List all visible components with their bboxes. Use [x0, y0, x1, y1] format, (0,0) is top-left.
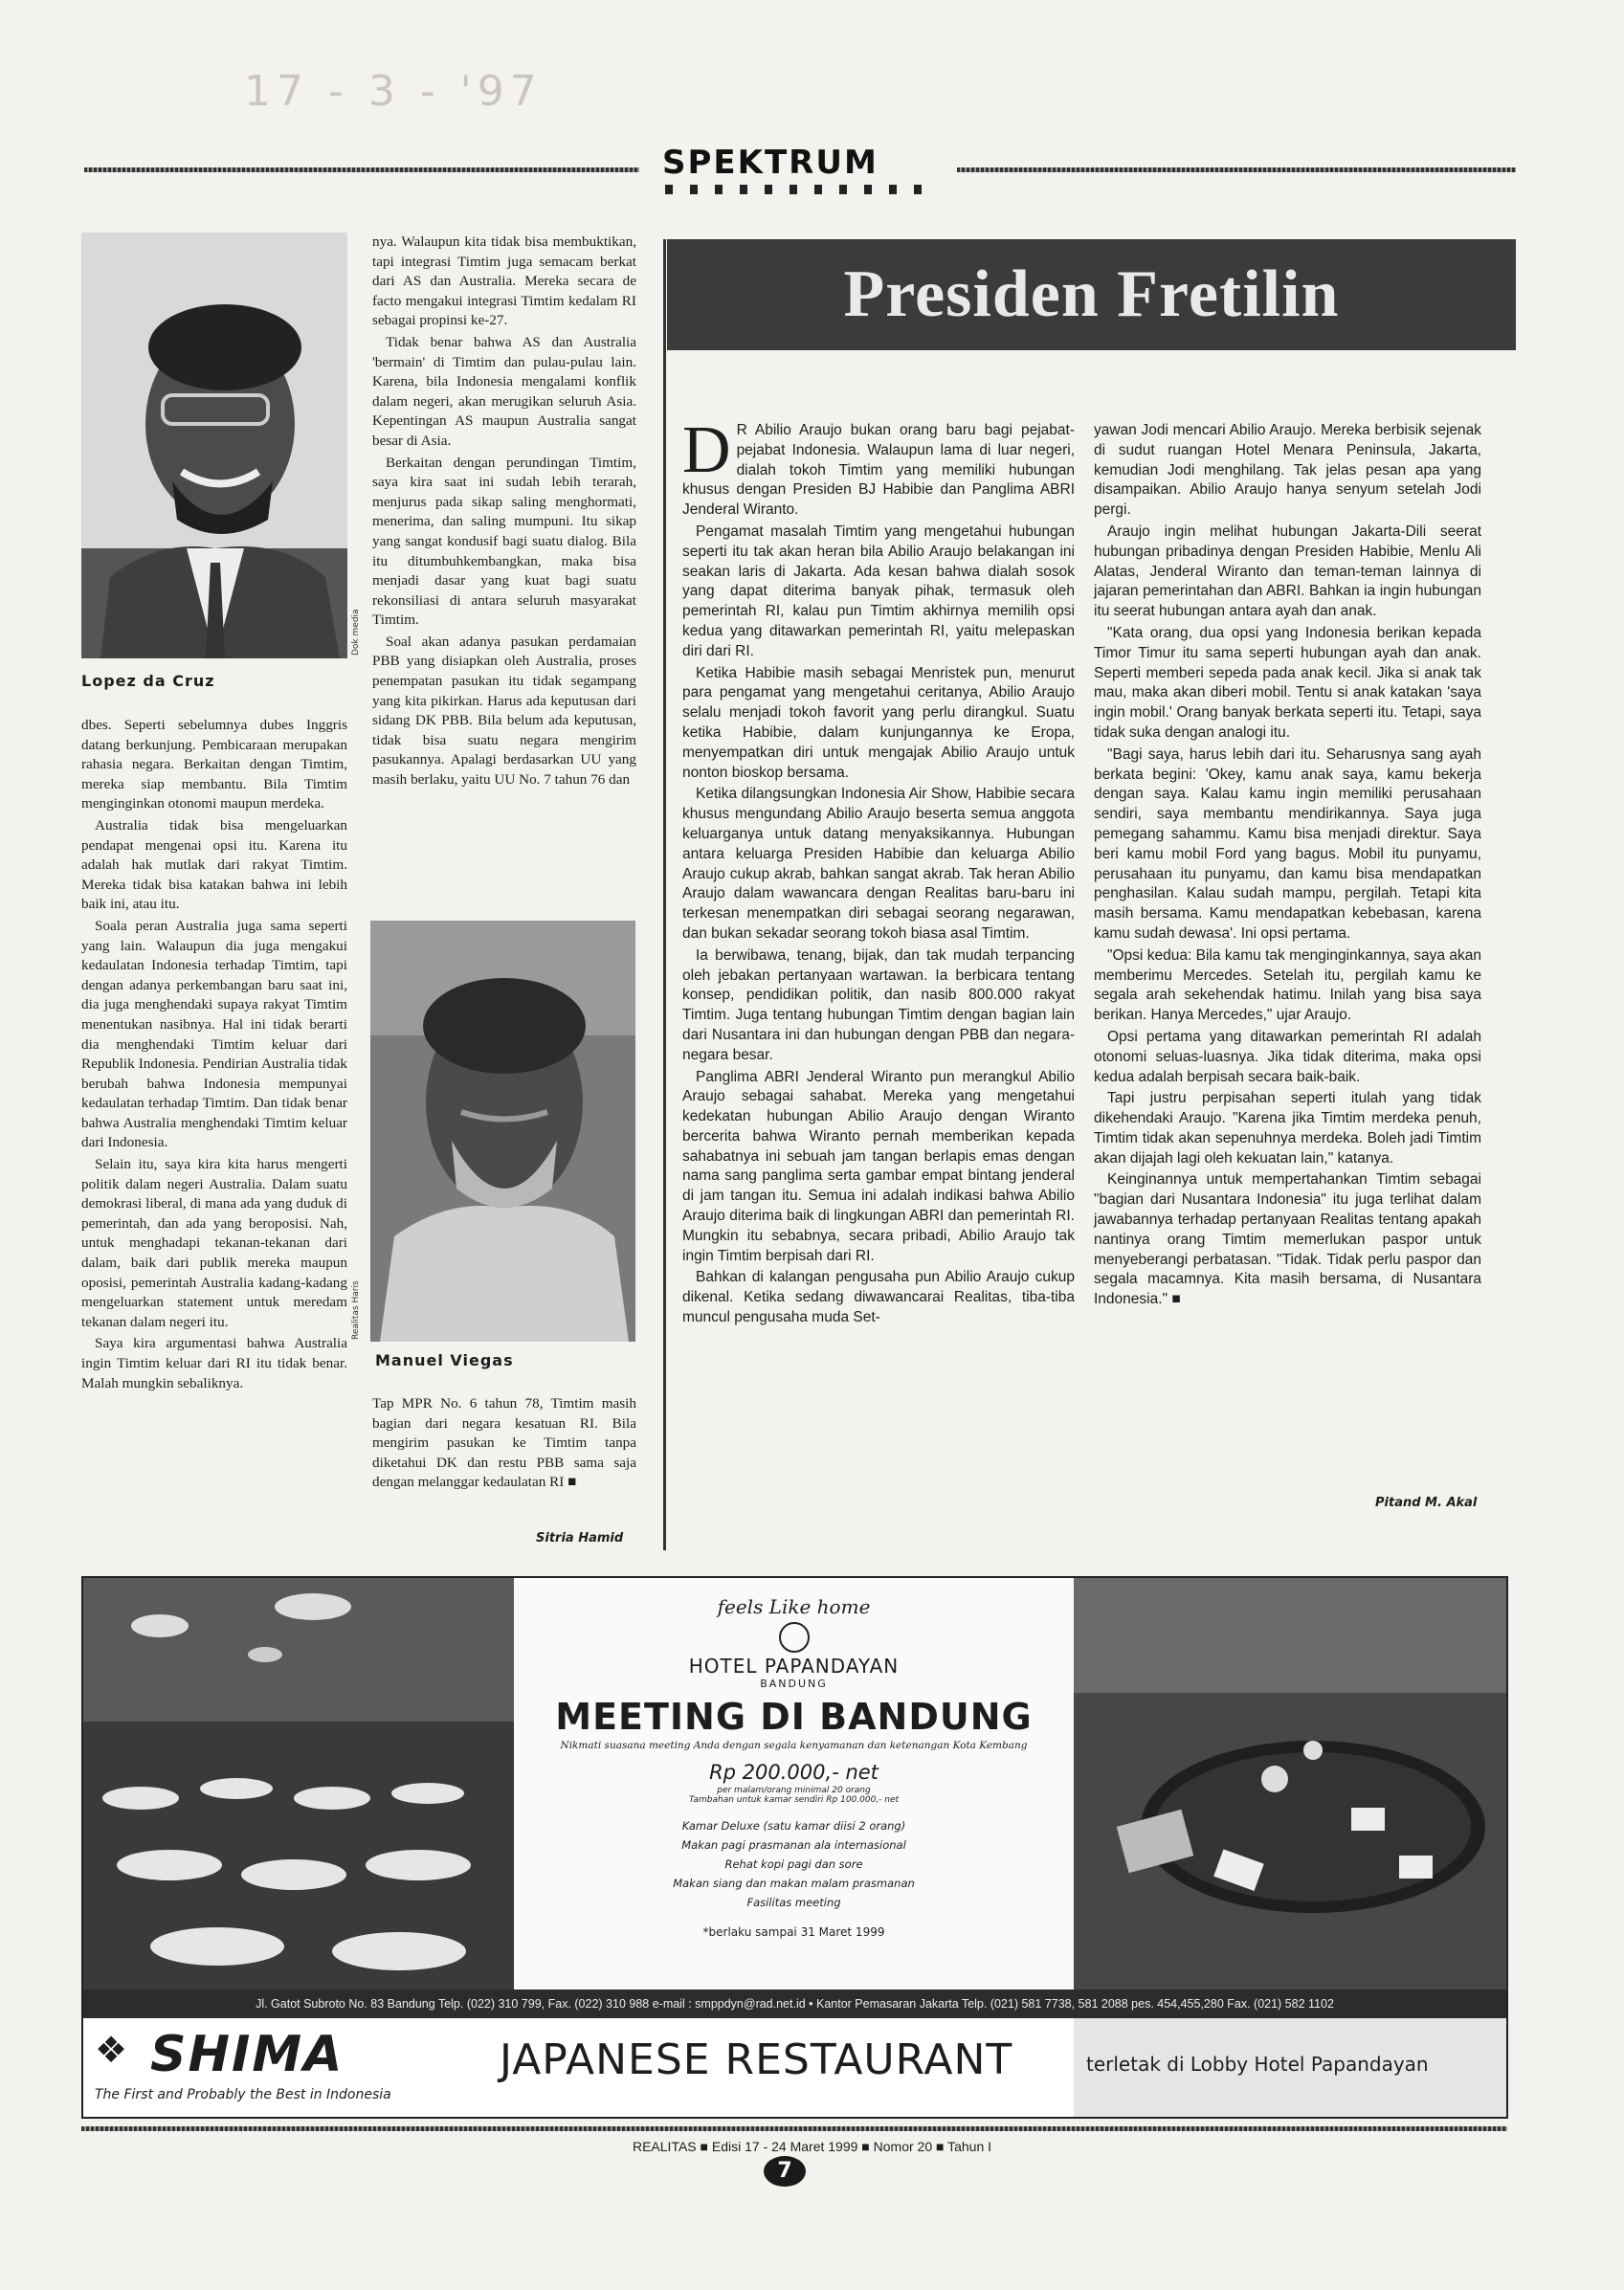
shima-type: JAPANESE RESTAURANT: [500, 2035, 1013, 2084]
right-col1-lead: R Abilio Araujo bukan orang baru bagi pejabat-pejabat Indonesia. Walaupun lama di luar negeri, dialah tokoh Timtim yang memiliki hubungan khusus dengan Presiden BJ Habibie dan Panglima ABRI Jenderal Wiranto.: [682, 422, 1075, 519]
ad-city: BANDUNG: [760, 1678, 828, 1690]
hotel-emblem-icon: [779, 1622, 810, 1653]
section-title: SPEKTRUM: [662, 144, 879, 182]
left-col2-paragraph: Tidak benar bahwa AS dan Australia 'bermain' di Timtim dan pulau-pulau lain. Karena, bila Indonesia mengalami konflik dalam negeri, akan merugikan seluruh Asia. Kepentingan AS maupun Australia sangat besar di Asia.: [372, 333, 636, 449]
right-col2-paragraph: Opsi pertama yang ditawarkan pemerintah RI adalah otonomi seluas-luasnya. Jika tidak diterima, maka opsi kedua adalah berpisah secara baik-baik.: [1094, 1028, 1481, 1085]
photo1-caption: Lopez da Cruz: [81, 672, 215, 690]
ad-feature: Makan siang dan makan malam prasmanan: [673, 1877, 915, 1890]
right-col2-paragraph: "Kata orang, dua opsi yang Indonesia berikan kepada Timor Timur itu sama seperti hubungan ayah dan anak. Seperti memberi sepeda pada anak kecil. Jika si anak tak mau, maka akan diberi mobil. Tentu si anak katakan 'saya ingin mobil.' Orang banyak berkata seperti itu. Tetapi, saya tidak suka dengan analogi itu.: [1094, 624, 1481, 741]
ad-feature: Makan pagi prasmanan ala internasional: [681, 1838, 906, 1852]
hotel-advert-text: [514, 1578, 1074, 1990]
shima-advert: [83, 2018, 1506, 2117]
photo2-caption: Manuel Viegas: [375, 1351, 514, 1369]
left-byline: Sitria Hamid: [536, 1531, 624, 1545]
shima-location: terletak di Lobby Hotel Papandayan: [1086, 2053, 1429, 2076]
right-col2-paragraph: "Bagi saya, harus lebih dari itu. Seharusnya sang ayah berkata begini: 'Okey, kamu anak saya, kamu bekerja dengan saya. Kalau kamu ingin memiliki perusahaan sendiri, saya membantu mendirikannya. Saya juga pemegang sahammu. Kamu bisa menjadi direktur. Saya beri kamu mobil Ford yang bagus. Mobil itu punyamu, perusahaan itu punyamu, dan kamu bisa mendapatkan penghasilan. Kalau sudah mampu, pergilah. Tetapi kita masih bersama. Kamu mendapatkan kebebasan, karena kamu sudah dewasa'. Ini opsi pertama.: [1094, 745, 1481, 942]
left-col2-paragraph: nya. Walaupun kita tidak bisa membuktikan, tapi integrasi Timtim juga semacam berkat dari AS dan Australia. Mereka secara de facto mengakui integrasi Timtim kedalam RI sebagai propinsi ke-27.: [372, 233, 636, 329]
ad-tagline: feels Like home: [717, 1595, 871, 1618]
dropcap: D: [682, 413, 731, 487]
photo2-credit: Realitas Haris: [351, 1280, 361, 1340]
right-col1-paragraph: Ketika dilangsungkan Indonesia Air Show, Habibie secara khusus mengundang Abilio Araujo beserta semua anggota keluarganya untuk datang menyaksikannya. Hubungan antara keluarga Presiden Habibie dan keluarga Abilio Araujo cukup akrab, bahkan sangat akrab. Tak heran Abilio Araujo dalam wawancara dengan Realitas baru-baru ini terkesan menempatkan diri sebagai seorang negarawan, dan bukan sekadar seorang tokoh biasa asal Timtim.: [682, 786, 1075, 942]
right-col2-paragraph: "Opsi kedua: Bila kamu tak menginginkannya, saya akan memberimu Mercedes. Setelah itu, pergilah kamu ke segala arah sekehendak hatimu. Inilah yang bisa saya berikan. Hanya Mercedes," ujar Araujo.: [1094, 946, 1481, 1024]
ad-feature: Fasilitas meeting: [746, 1896, 841, 1909]
header-rule-right: [957, 167, 1516, 172]
right-byline: Pitand M. Akal: [1375, 1496, 1478, 1510]
left-col1-paragraph: dbes. Seperti sebelumnya dubes Inggris datang berkunjung. Pembicaraan merupakan rahasia negara. Berkaitan dengan Timtim, mereka siap membantu. Bila Timtim menginginkan otonomi maupun merdeka.: [81, 717, 347, 812]
photo-lopez-da-cruz: [81, 233, 347, 658]
advertisement: [81, 1576, 1508, 2119]
shima-slogan: The First and Probably the Best in Indonesia: [95, 2087, 391, 2102]
right-col2-paragraph: Keinginannya untuk mempertahankan Timtim sebagai "bagian dari Nusantara Indonesia" itu juga terlihat dalam jawabannya terhadap pertanyaan Realitas tentang apakah nantinya orang Timtim memerlukan paspor untuk menyeberangi perbatasan. "Tidak. Tidak perlu paspor dan segala macamnya. Kita masih bersama, di Nusantara Indonesia." ■: [1094, 1171, 1481, 1308]
left-col1-paragraph: Selain itu, saya kira kita harus mengerti politik dalam negeri Australia. Dalam suatu demokrasi liberal, di mana ada yang duduk di pemerintah, dan ada yang beroposisi. Nah, untuk menghadapi tekanan-tekanan dari dalam, baik dari publik mereka maupun oposisi, pemerintah Australia kadang-kadang mengeluarkan statement untuk meredam tekanan dalam negeri itu.: [81, 1156, 347, 1330]
ballroom-photo: [83, 1578, 514, 1990]
ad-hotel-name: HOTEL PAPANDAYAN: [688, 1655, 900, 1678]
meeting-room-photo: [1074, 1578, 1506, 1990]
right-article-col1: [682, 413, 1075, 1555]
ad-headline: MEETING DI BANDUNG: [555, 1696, 1033, 1738]
right-col1-paragraph: Pengamat masalah Timtim yang mengetahui hubungan seperti itu tak akan heran bila Abilio Araujo belakangan ini seakan laris di Jakarta. Ada kesan bahwa dialah sosok yang dapat diterima banyak pihak, termasuk oleh pemerintah RI, kalau pun Timtim akhirnya memilih opsi kedua yang ditawarkan pemerintah RI, yaitu melepaskan diri dari RI.: [682, 522, 1075, 659]
title-banner: [667, 239, 1516, 350]
footer-rule: [81, 2126, 1507, 2131]
left-col1-paragraph: Soala peran Australia juga sama seperti yang lain. Walaupun dia juga mengakui kedaulatan Indonesia terhadap Timtim, tapi dengan adanya perkembangan baru saat ini, dia juga menghendaki supaya rakyat Timtim menentukan nasibnya. Hal ini tidak berarti dia menghendaki Timtim keluar dari Republik Indonesia. Pendirian Australia tidak berubah bahwa Indonesia mempunyai kedaulatan terhadap Timtim. Dan tidak benar bahwa Australia menghendaki Timtim keluar dari Indonesia.: [81, 917, 347, 1151]
column-divider: [663, 239, 666, 1550]
header-rule-left: [84, 167, 639, 172]
left-col1-paragraph: Saya kira argumentasi bahwa Australia ingin Timtim keluar dari RI itu tidak benar. Malah mungkin sebaliknya.: [81, 1335, 347, 1391]
article-title: Presiden Fretilin: [843, 257, 1340, 331]
ad-subline: Nikmati suasana meeting Anda dengan segala kenyamanan dan ketenangan Kota Kembang: [560, 1740, 1028, 1751]
right-col2-paragraph: yawan Jodi mencari Abilio Araujo. Mereka berbisik sejenak di sudut ruangan Hotel Menara Peninsula, Jakarta, kemudian Jodi menghilang. Tak jelas pesan apa yang disampaikan. Abilio Araujo hanya senyum setelah Jodi pergi.: [1094, 422, 1481, 519]
right-col1-paragraph: Bahkan di kalangan pengusaha pun Abilio Araujo cukup dikenal. Ketika sedang diwawancarai Realitas, tiba-tiba muncul pengusaha muda Set-: [682, 1269, 1075, 1326]
left-col1-paragraph: Australia tidak bisa mengeluarkan pendapat mengenai opsi itu. Karena itu adalah hak mutlak dari rakyat Timtim. Mereka tidak bisa katakan bahwa ini lebih baik ini, atau itu.: [81, 816, 347, 913]
shima-brand: SHIMA: [150, 2026, 345, 2083]
footer-issue-info: REALITAS ■ Edisi 17 - 24 Maret 1999 ■ Nomor 20 ■ Tahun I: [632, 2139, 992, 2154]
photo-manuel-viegas: [370, 921, 635, 1342]
ad-price-note: Tambahan untuk kamar sendiri Rp 100.000,- net: [688, 1795, 900, 1805]
left-col2-tail-paragraph: Tap MPR No. 6 tahun 78, Timtim masih bagian dari negara kesatuan RI. Bila mengirim pasukan ke Timtim tanpa diketahui DK dan restu PBB sama saja dengan melanggar kedaulatan RI ■: [372, 1395, 636, 1491]
right-col1-paragraph: Panglima ABRI Jenderal Wiranto pun merangkul Abilio Araujo sebagai sahabat. Mereka yang mengetahui kedekatan hubungan Abilio Araujo dengan Wiranto bercerita bahwa Wiranto pernah memberikan kepada sahabatnya ini sebuah jam tangan berlapis emas dengan nama sang panglima serta gambar empat bintang jenderal di jam tangan itu. Semua ini adalah indikasi bahwa Abilio Araujo diterima baik di lingkungan ABRI dan pemerintah RI. Mungkin itu sebabnya, secara pribadi, Abilio Araujo tak ingin Timtim berpisah dari RI.: [682, 1068, 1075, 1264]
ad-contact-bar: Jl. Gatot Subroto No. 83 Bandung Telp. (022) 310 799, Fax. (022) 310 988 e-mail : smppdyn@rad.net.id • Kantor Pemasaran Jakarta Telp. (021) 581 7738, 581 2088 pes. 454,455,280 Fax. (021) 582 1102: [83, 1990, 1506, 2018]
section-dots: [665, 185, 935, 194]
right-article-col2: [1094, 421, 1481, 1493]
left-article-col1: [81, 716, 347, 1577]
left-col2-paragraph: Soal akan adanya pasukan perdamaian PBB yang disiapkan oleh Australia, proses penempatan pasukan itu tidak segampang yang kita pikirkan. Harus ada keputusan dari sidang DK PBB. Bila belum ada keputusan, tidak bisa suatu negara mengirim pasukannya. Apalagi berdasarkan UU yang masih berlaku, yaitu UU No. 7 tahun 76 dan: [372, 633, 636, 789]
left-article-col2-tail: [372, 1394, 636, 1495]
photo1-credit: Dok media: [351, 609, 361, 656]
right-col2-paragraph: Araujo ingin melihat hubungan Jakarta-Dili seerat hubungan pribadinya dengan Presiden Habibie, Menlu Ali Alatas, Jenderal Wiranto dan teman-teman lainnya di jajaran pemerintahan dan ABRI. Bahkan ia ingin hubungan itu seerat hubungan antara ayah dan anak.: [1094, 522, 1481, 620]
ad-feature: Rehat kopi pagi dan sore: [724, 1857, 863, 1871]
ad-validity: *berlaku sampai 31 Maret 1999: [702, 1925, 885, 1939]
ad-price: Rp 200.000,- net: [709, 1761, 879, 1784]
ad-feature: Kamar Deluxe (satu kamar diisi 2 orang): [681, 1819, 906, 1833]
left-col2-paragraph: Berkaitan dengan perundingan Timtim, saya kira saat ini sudah lebih terarah, menjurus pada sikap saling menghormati, menerima, dan saling mumpuni. Itu sikap yang sangat kondusif bagi suatu dialog. Bila itu ditumbuhkembangkan, maka bisa menjadi dasar yang kuat bagi suatu rekonsiliasi di antara seluruh masyarakat Timtim.: [372, 454, 636, 629]
left-article-col2: [372, 233, 636, 883]
handwritten-date: 17 - 3 - '97: [244, 67, 543, 116]
right-col1-paragraph: Ia berwibawa, tenang, bijak, dan tak mudah terpancing oleh jebakan pertanyaan wartawan. Ia berbicara tentang konsep, pendidikan politik, dan nasib 800.000 rakyat Timtim. Juga tentang hubungan Timtim dengan bagian lain dari Nusantara ini dan hubungan dengan PBB dan negara-negara besar.: [682, 946, 1075, 1063]
right-col2-paragraph: Tapi justru perpisahan seperti itulah yang tidak dikehendaki Araujo. "Karena jika Timtim merdeka penuh, Timtim tidak akan sepenuhnya merdeka. Boleh jadi Timtim akan dijajah lagi oleh kekuatan lain," katanya.: [1094, 1090, 1481, 1167]
shima-logo-icon: ❖: [95, 2031, 128, 2071]
ad-price-note: per malam/orang minimal 20 orang: [717, 1786, 871, 1795]
page-number: 7: [764, 2156, 806, 2187]
right-col1-paragraph: Ketika Habibie masih sebagai Menristek pun, menurut para pengamat yang mengetahui ceritanya, Abilio Araujo selalu menjadi tokoh favorit yang perlu dirangkul. Suatu ketika Habibie, dalam kunjungannya ke Eropa, menyempatkan diri untuk mengajak Abilio Araujo untuk nonton bioskop bersama.: [682, 664, 1075, 781]
